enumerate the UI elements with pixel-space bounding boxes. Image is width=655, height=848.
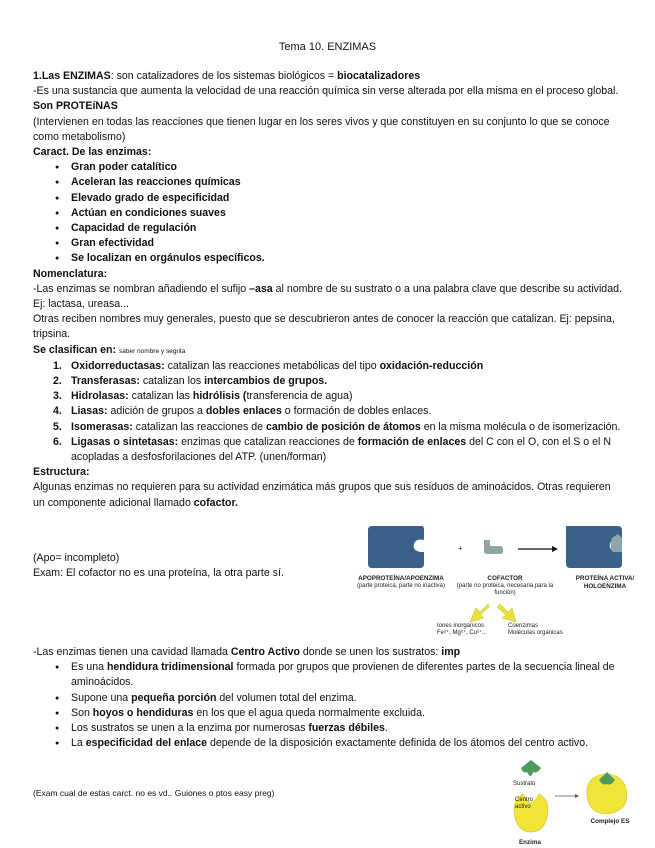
text: catalizan las reacciones de	[132, 420, 266, 433]
enzyme-label	[505, 839, 555, 847]
item-text: Actúan en condiciones suaves	[71, 206, 226, 219]
text: La	[71, 737, 86, 750]
section-heading: 1.Las ENZIMAS	[33, 70, 111, 82]
substrate-shape	[521, 760, 541, 776]
plus-sign: +	[458, 544, 463, 553]
ions-title: Iones inorgánicos	[437, 623, 485, 629]
text: catalizan las reacciones metabólicas del tipo	[164, 359, 380, 372]
text: catalizan los	[139, 375, 205, 388]
cof-title: COFACTOR	[487, 575, 523, 582]
apoenzyme-label	[355, 575, 447, 590]
clasif-tiny-note: saber nombre y segrita	[118, 347, 186, 355]
document-title: Tema 10. ENZIMAS	[278, 41, 377, 53]
text: -Es una sustancia que aumenta la velocidad de una reacción química sin verse alterada por ella misma en el proceso global.	[33, 85, 619, 98]
bold-term: imp	[441, 646, 461, 658]
ions-label	[437, 623, 517, 637]
active-site-label	[515, 797, 545, 811]
enzimas-intro	[33, 69, 623, 84]
item-text: Elevado grado de especificidad	[71, 191, 230, 204]
text: formada por grupos que provienen de diferentes partes de la secuencia lineal de aminoácidos.	[71, 661, 615, 689]
apo-note: (Apo= incompleto)	[33, 552, 120, 564]
item-text: Gran efectividad	[71, 237, 155, 250]
estructura-title: Estructura:	[33, 466, 90, 479]
text: en los que el agua queda normalmente excluida.	[193, 706, 425, 719]
sustrato-text: Sustrato	[513, 781, 536, 787]
exam-footnote: (Exam cual de estas carct. no es vd.. Guiones o ptos easy preg)	[33, 788, 275, 798]
exam-note: Exam: El cofactor no es una proteína, la otra parte sí.	[33, 567, 284, 580]
text: del volumen total del enzima.	[216, 691, 357, 704]
text: -Las enzimas se nombran añadiendo el sufijo	[33, 282, 250, 295]
text: depende de la disposición exactamente definida de los átomos del centro activo.	[207, 737, 589, 750]
bold-term: Son PROTEíNAS	[33, 100, 118, 113]
bold-term: hoyos o hendiduras	[92, 706, 194, 719]
yellow-arrow-right	[497, 604, 516, 622]
list-item	[33, 251, 623, 266]
clasif-title: Se clasifican en:	[33, 343, 117, 356]
list-item	[33, 206, 623, 221]
centro-list	[33, 660, 623, 751]
text: catalizan las	[128, 390, 193, 403]
bold-term: especificidad del enlace	[85, 737, 208, 750]
cofactor-label	[450, 575, 560, 597]
list-item	[33, 221, 623, 236]
item-number: 1.	[53, 359, 62, 372]
list-item	[33, 660, 623, 690]
text: Son	[71, 706, 93, 719]
item-term: Hidrolasas:	[71, 390, 129, 403]
text: -Las enzimas tienen una cavidad llamada	[33, 646, 231, 658]
list-item	[33, 191, 623, 206]
enzima-text: Enzima	[518, 839, 542, 846]
caract-heading	[33, 145, 623, 160]
item-term: Oxidorreductasas:	[71, 359, 165, 372]
bold-term: hendidura tridimensional	[106, 661, 234, 674]
bold-term: dobles enlaces	[205, 405, 282, 418]
section-centro-activo	[33, 645, 623, 751]
bold-term: oxidación-reducción	[379, 359, 484, 372]
reaction-arrowhead	[552, 546, 558, 552]
ions-sub: Fe²⁺, Mg²⁺, Cu²⁺...	[437, 630, 488, 636]
text: Supone una	[71, 691, 132, 704]
caract-title: Caract. De las enzimas:	[33, 146, 152, 159]
list-item	[33, 160, 623, 175]
text: .	[384, 722, 388, 735]
holoenzyme-label	[560, 575, 650, 591]
centro-text: Centro activo	[515, 797, 534, 810]
item-text: Gran poder catalítico	[71, 161, 177, 174]
text: al nombre de su sustrato o a una palabra clave que describe su actividad. Ej: lactasa, ureasa...	[33, 282, 622, 311]
text: adición de grupos a	[107, 405, 206, 418]
nomen-p1	[33, 282, 623, 312]
apo-sub: (parte proteica, parte no inactiva)	[356, 583, 446, 589]
text: Los sustratos se unen a la enzima por numerosas	[71, 722, 309, 735]
centro-intro	[33, 645, 623, 660]
list-item	[33, 236, 623, 251]
item-number: 4.	[53, 405, 62, 418]
enzimas-note: (Intervienen en todas las reacciones que tienen lugar en los seres vivos y que constituyen en su conjunto lo que se conoce como metabolismo)	[33, 115, 610, 143]
item-term: Transferasas:	[71, 375, 140, 388]
list-item	[33, 721, 623, 736]
list-item	[33, 389, 623, 404]
list-item	[33, 706, 623, 721]
bold-term: intercambios de grupos.	[204, 375, 328, 388]
apo-title: APOPROTEÍNA/APOENZIMA	[358, 575, 444, 582]
cof-sub: (parte no proteica, necesaria para la función)	[456, 583, 554, 596]
text: : son catalizadores de los sistemas biológicos =	[110, 70, 338, 82]
bold-term: –asa	[249, 282, 273, 295]
bold-term: cambio de posición de átomos	[265, 420, 421, 433]
text: Es una	[71, 661, 107, 674]
item-number: 2.	[53, 375, 62, 388]
complex-label	[580, 818, 640, 826]
enzimas-definition	[33, 84, 623, 114]
text: en la misma molécula o de isomerización.	[420, 420, 621, 433]
list-item	[33, 374, 623, 389]
apoenzyme-shape	[368, 526, 424, 568]
text: enzimas que catalizan reacciones de	[178, 435, 358, 448]
item-text: Aceleran las reacciones químicas	[71, 176, 241, 189]
caract-list	[33, 160, 623, 266]
holo-title: PROTEÍNA ACTIVA/ HOLOENZIMA	[575, 575, 635, 590]
nomen-title: Nomenclatura:	[33, 267, 108, 280]
bold-term: pequeña porción	[131, 691, 217, 704]
text: donde se unen los sustratos:	[299, 646, 442, 658]
bold-term: fuerzas débiles	[308, 722, 385, 735]
list-item	[33, 691, 623, 706]
item-term: Ligasas o sintetasas:	[71, 435, 179, 448]
estructura-p1	[33, 480, 623, 510]
list-item	[33, 359, 623, 374]
bold-term: Centro Activo	[230, 646, 300, 658]
bold-term: hidrólisis (	[192, 390, 247, 403]
text: del C con el O, con el S o el N acopladas a desfosforilaciones del ATP. (unen/forman)	[71, 435, 611, 464]
item-text: Capacidad de regulación	[71, 222, 197, 235]
complejo-text: Complejo ES	[590, 818, 630, 825]
item-number: 5.	[53, 420, 62, 433]
nomen-heading	[33, 267, 623, 282]
coenz-sub: Moléculas orgánicas	[508, 630, 563, 636]
list-item	[33, 420, 623, 435]
bold-term: formación de enlaces	[357, 435, 467, 448]
list-item	[33, 175, 623, 190]
bound-substrate-shape	[599, 772, 615, 785]
estructura-notes	[33, 551, 353, 581]
bold-term: cofactor.	[193, 496, 238, 509]
yellow-arrow-left	[470, 604, 489, 622]
coenzymes-label	[508, 623, 588, 637]
estructura-heading	[33, 465, 623, 480]
item-number: 6.	[53, 435, 62, 448]
item-term: Liasas:	[71, 405, 108, 418]
coenz-title: Coenzimas	[508, 623, 539, 629]
item-text: Se localizan en orgánulos específicos.	[71, 252, 265, 265]
item-number: 3.	[53, 390, 62, 403]
list-item	[33, 736, 623, 751]
substrate-label	[513, 781, 553, 788]
reaction-arrowhead-2	[575, 794, 579, 798]
cofactor-shape	[484, 540, 503, 554]
list-item	[33, 435, 623, 465]
clasif-heading	[33, 343, 623, 359]
bold-term: biocatalizadores	[337, 70, 421, 82]
clasif-list	[33, 359, 623, 465]
text: transferencia de agua)	[246, 390, 353, 403]
item-term: Isomerasas:	[71, 420, 133, 433]
text: o formación de dobles enlaces.	[281, 405, 432, 418]
list-item	[33, 404, 623, 419]
text: Algunas enzimas no requieren para su actividad enzimática más grupos que sus residuos de aminoácidos. Otras requieren un componente adicional llamado	[33, 481, 611, 509]
section-enzimas	[33, 69, 623, 511]
nomen-p2: Otras reciben nombres muy generales, puesto que se descubrieron antes de conocer la reacción que catalizan. Ej: pepsina, tripsina.	[33, 313, 615, 341]
